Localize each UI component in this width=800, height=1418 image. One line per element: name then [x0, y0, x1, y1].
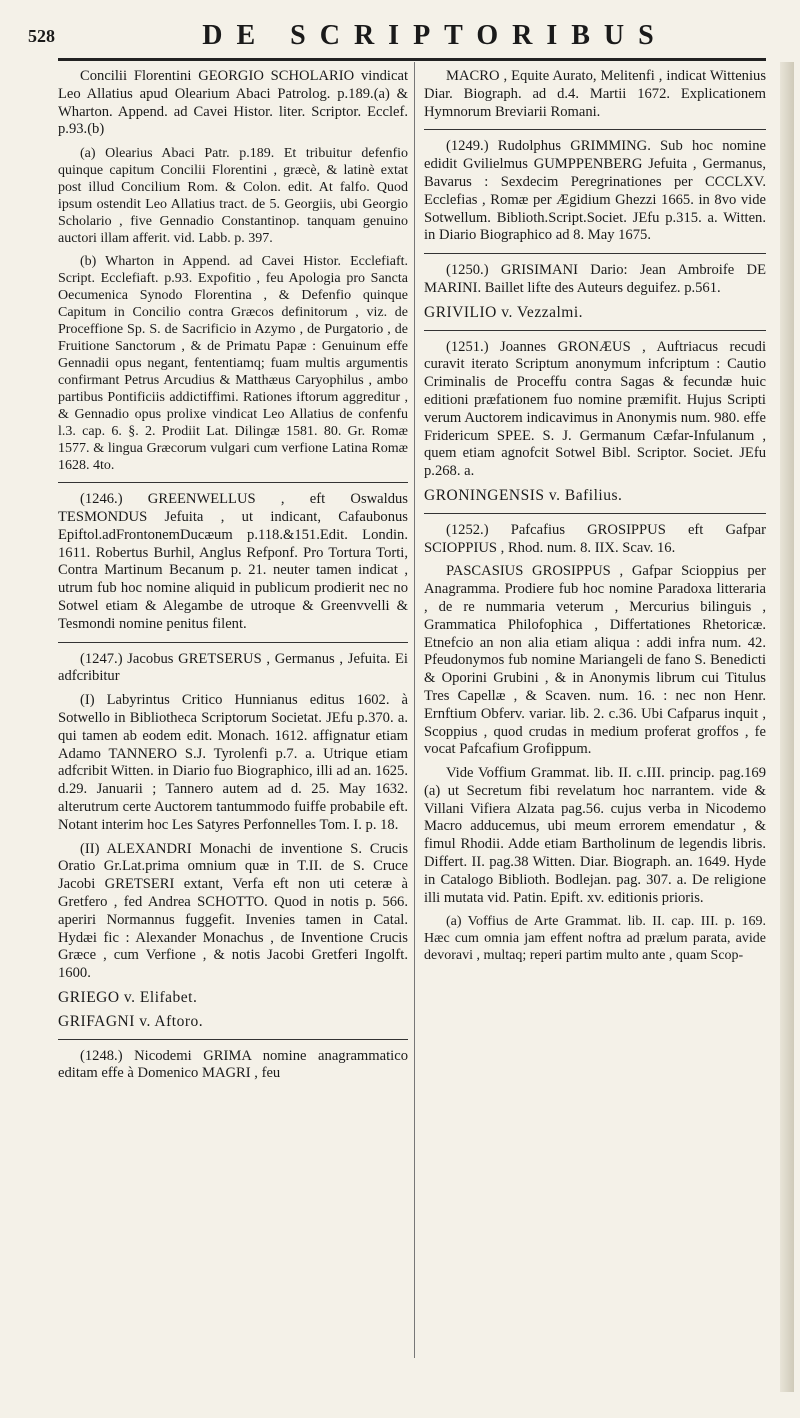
- section-rule: [424, 330, 766, 331]
- entry-paragraph: (1251.) Joannes GRONÆUS , Auftriacus recudi curavit iterato Scriptum anonymum infcriptum : Cautio Criminalis de Proceffu contra Sagas & fecundæ huic editioni præfationem fuo nomine præmifit. Hujus Scripti verum Auctorem indicavimus in Anonymis num. 980. effe Fridericum SPEE. S. J. Germanum Cæfar-Infulanum , quem etiam agnofcit Sotwel Bibl. Scriptor. Societ. JEfu p.268. a.: [424, 338, 766, 480]
- section-rule: [58, 642, 408, 643]
- cross-reference: GRONINGENSIS v. Bafilius.: [424, 486, 623, 504]
- left-column: [58, 68, 408, 1089]
- cross-reference: GRIFAGNI v. Aftoro.: [58, 1012, 204, 1030]
- footnote: (b) Wharton in Append. ad Cavei Histor. Ecclefiaft. Script. Ecclefiaft. p.93. Expofitio , feu Apologia pro Sancta Oecumenica Synodo Florentina , & Defenfio quinque Capitum in Concilio contra Græcos definitorum , viz. de Proceffione Sp. S. de Sacrificio in Azymo , de Purgatorio , de Fruitione Sanctorum , & de Primatu Papæ : Genuinum effe Gennadii opus negant, fententiamq; fuam multis argumentis confirmant Petrus Arcudius & Matthæus Caryophilus , ambo partibus Pontificiis addictiffimi. Rationes iftorum aggreditur , & Gennadio opus prolixe vindicat Leo Allatius de confenfu l.3. cap. 6. §. 2. Prodiit Lat. Dilingæ 1581. 80. Gr. Romæ 1577. & lingua Græcorum vulgari cum verfione Latina Romæ 1628. 4to.: [58, 254, 408, 474]
- entry-paragraph: (I) Labyrintus Critico Hunnianus editus 1602. à Sotwello in Bibliotheca Scriptorum Societat. JEfu p.370. a. qui tamen ab eodem edit. Monach. 1612. affignatur etiam Adamo TANNERO S.J. Tyrolenfi p.7. a. Utrique etiam adfcribit Witten. in Diario fuo Biographico, illi ad an. 1625. d.29. Januarii ; Tannero autem ad d. 25. May 1632. alterutrum certe Auctorem tantummodo fuiffe probabile eft. Notant interim hoc Les Satyres Perfonnelles Tom. I. p. 18.: [58, 692, 408, 833]
- footnote: (a) Voffius de Arte Grammat. lib. II. cap. III. p. 169. Hæc cum omnia jam effent noftra ad prælum parata, avide devoravi , multaq; reperi partim multo ante , quam Scop-: [424, 914, 766, 964]
- entry-paragraph: (II) ALEXANDRI Monachi de inventione S. Crucis Oratio Gr.Lat.prima omnium quæ in T.II. de S. Cruce Jacobi GRETSERI extant, Verfa eft non uti ceteræ à Gretfero , fed Andrea SCHOTTO. Quod in notis p. 566. aperiri Normannus fuggefit. Invenies tamen in Catal. Hydæi fic : Alexander Monachus , de Inventione Crucis Græce , cum Verfione , & notis Jacobi Gretferi Ingolft. 1600.: [58, 840, 408, 982]
- section-rule: [58, 482, 408, 483]
- cross-reference: GRIEGO v. Elifabet.: [58, 988, 198, 1006]
- entry-paragraph: (1249.) Rudolphus GRIMMING. Sub hoc nomine edidit Gvilielmus GUMPPENBERG Jefuita , Germanus, Bavarus : Sexdecim Peregrinationes per CCCLXV. Ecclefias , Romæ per Ægidium Ghezzi 1665. in 8vo vide Sotwellum. Biblioth.Script.Societ. JEfu p.315. a. Witten. in Diario Biographico ad 8. May 1675.: [424, 138, 766, 244]
- entry-paragraph: Concilii Florentini GEORGIO SCHOLARIO vindicat Leo Allatius apud Olearium Abaci Patrolog. p.189.(a) & Wharton. Append. ad Cavei Histor. liter. Scriptor. Ecclef. p.93.(b): [58, 68, 408, 138]
- page-number: 528: [28, 26, 55, 46]
- entry-paragraph: MACRO , Equite Aurato, Melitenfi , indicat Wittenius Diar. Biograph. ad d.4. Martii 1672. Explicationem Hymnorum Breviarii Romani.: [424, 68, 766, 120]
- entry-paragraph: (1246.) GREENWELLUS , eft Oswaldus TESMONDUS Jefuita , ut indicant, Cafaubonus Epiftol.adFrontonemDucæum p.118.&151.Edit. Londin. 1611. Robertus Burhil, Anglus Refponf. Pro Tortura Torti, Contra Martinum Becanum p. 21. neuter tamen indicat , utrum fub hoc nomine aliquid in publicum prodierit nec no Sotwel etiam & Alegambe de utroque & Greenvvelli & Tesmondi nomine penitus filent.: [58, 491, 408, 632]
- running-title: DE SCRIPTORIBUS: [202, 20, 668, 51]
- entry-paragraph: (1248.) Nicodemi GRIMA nomine anagrammatico editam effe à Domenico MAGRI , feu: [58, 1047, 408, 1082]
- column-divider: [414, 62, 415, 1358]
- entry-paragraph: (1250.) GRISIMANI Dario: Jean Ambroife DE MARINI. Baillet lifte des Auteurs deguifez. p.561.: [424, 262, 766, 296]
- page-header: [28, 20, 782, 54]
- entry-paragraph: Vide Voffium Grammat. lib. II. c.III. princip. pag.169 (a) ut Secretum fibi revelatum hoc narrantem. vide & Villani Vifiera Alzata pag.56. cujus verba in Nicodemo Macro adducemus, ubi meum errorem emendatur , & fimul Rhodii. Adde etiam Bartholinum de legendis libris. Differt. II. pag.38 Witten. Diar. Biograph. an. 1649. Hyde in Catalogo Biblioth. Bodlejan. pag. 307. a. De religione illi mutata vid. Patin. Epift. xv. editionis prioris.: [424, 765, 766, 906]
- right-column: [424, 68, 766, 970]
- footnote: (a) Olearius Abaci Patr. p.189. Et tribuitur defenfio quinque capitum Concilii Florentini , græcè, & latinè extat post illud Concilium Rom. & Colon. edit. At falfo. Quod ipsum ostendit Leo Allatius tract. de 5. Georgiis, ubi Georgio Scholario , five Gennadio Constantinop. tanquam genuino auctori illam afferit. vid. Labb. p. 397.: [58, 146, 408, 247]
- entry-paragraph: (1252.) Pafcafius GROSIPPUS eft Gafpar SCIOPPIUS , Rhod. num. 8. IIX. Scav. 16.: [424, 521, 766, 556]
- entry-paragraph: PASCASIUS GROSIPPUS , Gafpar Scioppius per Anagramma. Prodiere fub hoc nomine Paradoxa litteraria , de re nummaria veterum , Mercurius bilinguis , Grammatica Philofophica , Differtationes Rhetoricæ. Etnefcio an non alia etiam aliqua : addi infra num. 42. Pfeudonymos fub nomine Mariangeli de fano S. Benedicti & Oporini Grubini , & in Anonymis librum cui Titulus Tres Capellæ , & Scaven. num. 16. : nec non Henr. Ernftium Obferv. variar. lib. 2. c.36. Ubi Cafparus inquit , Scoppius , quod crudas in medium proferat groffos , fe vocat Pafcafium Grofippum.: [424, 563, 766, 758]
- cross-reference: GRIVILIO v. Vezzalmi.: [424, 303, 583, 321]
- entry-paragraph: (1247.) Jacobus GRETSERUS , Germanus , Jefuita. Ei adfcribitur: [58, 650, 408, 685]
- section-rule: [424, 129, 766, 130]
- header-rule: [58, 58, 766, 61]
- page-edge: [780, 62, 794, 1392]
- section-rule: [424, 253, 766, 254]
- section-rule: [424, 513, 766, 514]
- section-rule: [58, 1039, 408, 1040]
